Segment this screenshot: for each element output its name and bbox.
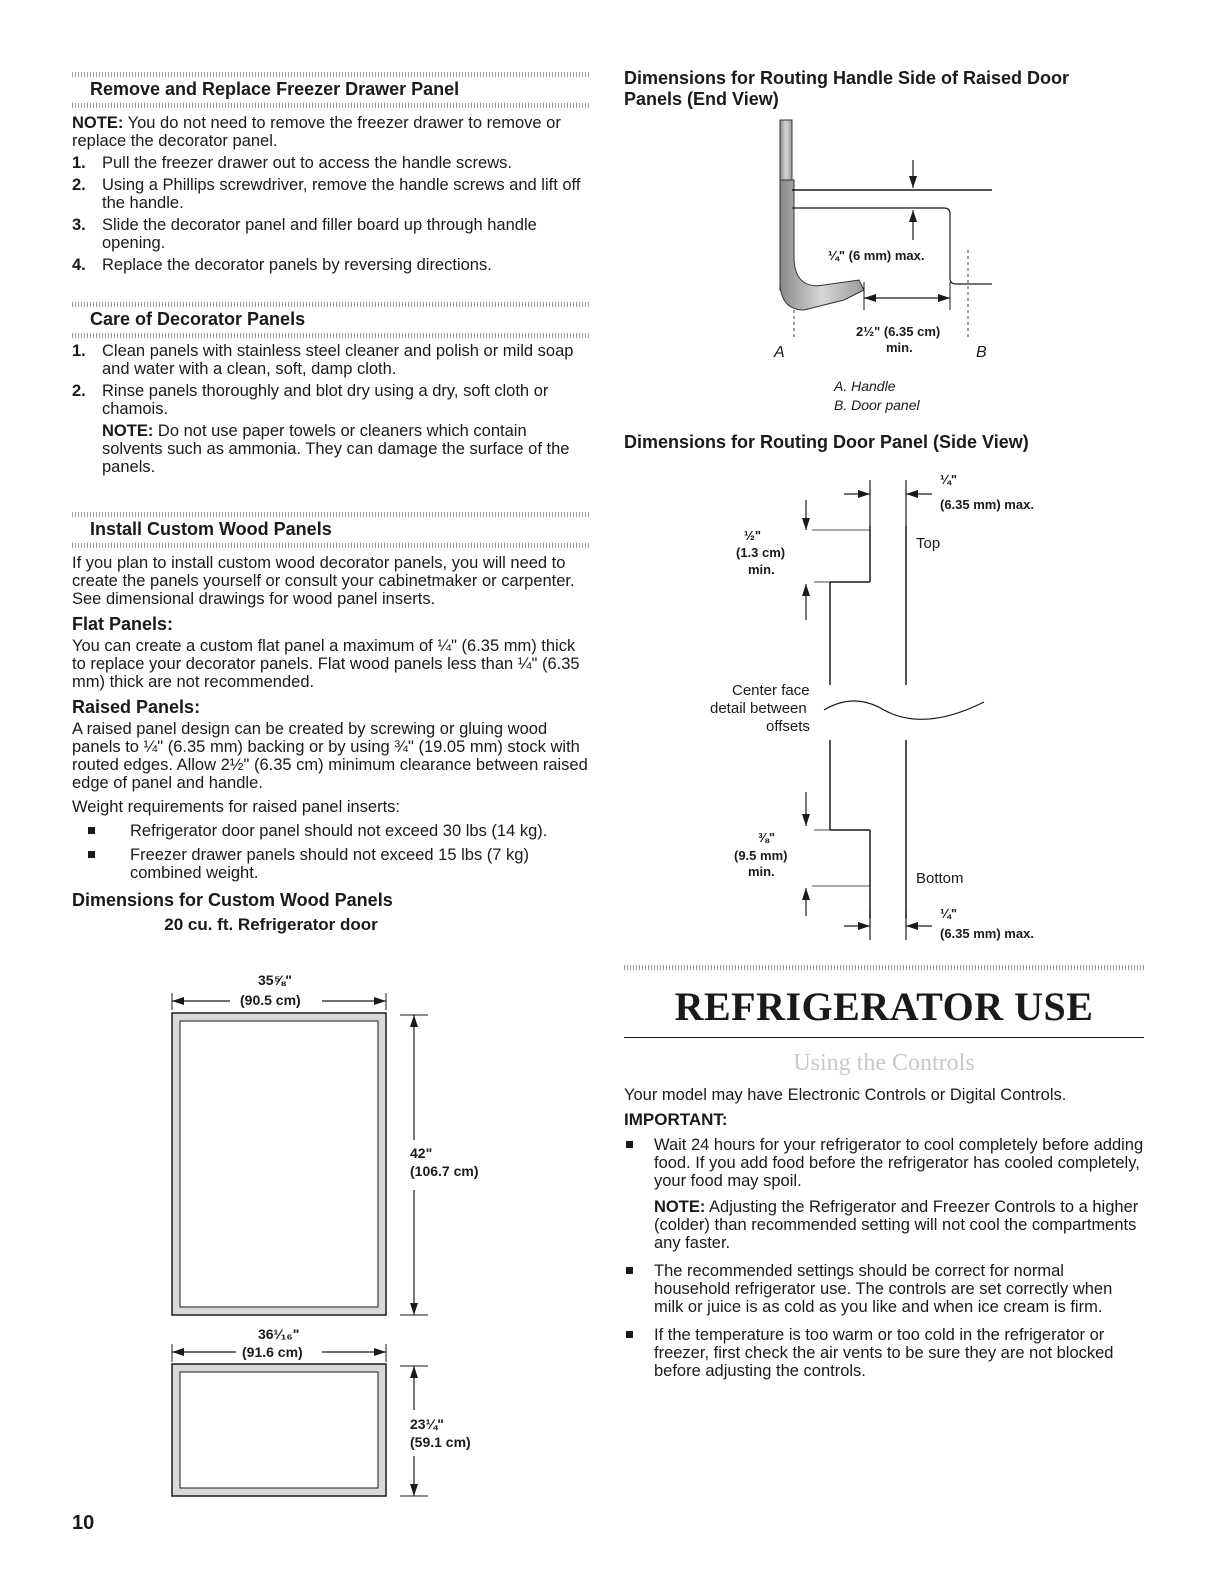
step-text: Using a Phillips screwdriver, remove the handle screws and lift off the handle. — [102, 176, 581, 212]
figure-title: Dimensions for Routing Door Panel (Side View) — [624, 432, 1029, 452]
half-min-label: min. — [748, 562, 775, 577]
step-number: 4. — [72, 256, 86, 274]
section-subtitle: Using the Controls — [793, 1050, 975, 1076]
top-dim-mm-label: (6.35 mm) max. — [940, 497, 1034, 512]
width-label: 36¹⁄₁₆" — [258, 1326, 300, 1342]
note-paragraph — [654, 1198, 1144, 1252]
title-rule — [624, 1037, 1144, 1038]
bottom-dim-label: ¼" — [940, 906, 958, 921]
step-number: 3. — [72, 216, 86, 234]
step-text: Pull the freezer drawer out to access the handle screws. — [102, 154, 512, 172]
top-label: Top — [916, 535, 941, 552]
divider — [624, 965, 1144, 970]
raised-panels-text: A raised panel design can be created by screwing or gluing wood panels to ¼" (6.35 mm) backing or by using ¾" (19.05 mm) stock with routed edges. Allow 2½" (6.35 cm) minimum clearance between raised edge of panel and handle. — [72, 720, 588, 792]
width-cm-label: (90.5 cm) — [240, 992, 301, 1008]
step-text: Rinse panels thoroughly and blot dry using a dry, soft cloth or chamois. — [102, 382, 549, 418]
width-label: 35⅝" — [258, 972, 292, 988]
important-heading: IMPORTANT: — [624, 1110, 728, 1129]
height-cm-label: (106.7 cm) — [410, 1163, 479, 1179]
step-text: Clean panels with stainless steel cleaner and polish or mild soap and water with a clean, soft, damp cloth. — [102, 342, 574, 378]
top-dim-label: ¼" — [940, 472, 958, 487]
three-eighths-mm-label: (9.5 mm) — [734, 848, 788, 863]
two-half-label: 2½" (6.35 cm) — [856, 324, 941, 339]
section-title: Care of Decorator Panels — [90, 309, 306, 329]
half-cm-label: (1.3 cm) — [736, 545, 786, 560]
width-cm-label: (91.6 cm) — [242, 1344, 303, 1360]
label-a: A — [774, 344, 785, 361]
step-number: 2. — [72, 382, 86, 400]
dims-heading: Dimensions for Custom Wood Panels — [72, 890, 393, 910]
figure-subtitle: 20 cu. ft. Refrigerator door — [164, 915, 378, 934]
list-item-text: Wait 24 hours for your refrigerator to cool completely before adding food. If you add food before the refrigerator has cooled completely, your food may spoil. — [654, 1136, 1144, 1190]
wood-panel-figure — [0, 0, 600, 1585]
label-b: B — [976, 344, 987, 361]
three-eighths-min-label: min. — [748, 864, 775, 879]
flat-panels-heading: Flat Panels: — [72, 614, 174, 634]
note-text: Do not use paper towels or cleaners which contain solvents such as ammonia. They can damage the surface of the panels. — [102, 422, 570, 476]
height-cm-label: (59.1 cm) — [410, 1434, 471, 1450]
step-number: 1. — [72, 154, 86, 172]
min-label: min. — [886, 340, 913, 355]
controls-section — [624, 1086, 1144, 1380]
note-label: NOTE: — [102, 422, 154, 440]
height-label: 23¼" — [410, 1416, 444, 1432]
list-item: The recommended settings should be correct for normal household refrigerator use. The controls are set correctly when milk or juice is as cold as you like and when ice cream is firm. — [624, 1262, 1144, 1316]
note-label: NOTE: — [72, 114, 124, 132]
intro-paragraph: If you plan to install custom wood decorator panels, you will need to create the panels yourself or consult your cabinetmaker or carpenter. See dimensional drawings for wood panel inserts. — [72, 554, 575, 608]
center-label-3: offsets — [766, 718, 810, 735]
quarter-inch-label: ¼" (6 mm) max. — [828, 248, 925, 263]
caption-b: B. Door panel — [834, 397, 920, 413]
page-number: 10 — [72, 1512, 95, 1534]
chapter-title: REFRIGERATOR USE — [674, 984, 1094, 1029]
note-text: Adjusting the Refrigerator and Freezer Controls to a higher (colder) than recommended setting will not cool the compartments any faster. — [654, 1198, 1139, 1252]
half-label: ½" — [744, 528, 762, 543]
center-label-1: Center face — [732, 682, 810, 699]
bottom-dim-mm-label: (6.35 mm) max. — [940, 926, 1034, 941]
note-text: You do not need to remove the freezer drawer to remove or replace the decorator panel. — [72, 114, 561, 150]
list-item: Freezer drawer panels should not exceed 15 lbs (7 kg) combined weight. — [72, 846, 590, 882]
section-title: Remove and Replace Freezer Drawer Panel — [90, 79, 460, 99]
list-item: Refrigerator door panel should not exceed 30 lbs (14 kg). — [72, 822, 590, 840]
intro-paragraph: Your model may have Electronic Controls or Digital Controls. — [624, 1086, 1067, 1104]
figure-title: Dimensions for Routing Handle Side of Raised Door Panels (End View) — [624, 68, 1070, 109]
step-number: 2. — [72, 176, 86, 194]
three-eighths-label: ⅜" — [758, 830, 776, 845]
caption-a: A. Handle — [834, 378, 896, 394]
step-text: Replace the decorator panels by reversing directions. — [102, 256, 492, 274]
controls-list — [624, 1136, 1144, 1380]
flat-panels-text: You can create a custom flat panel a maximum of ¼" (6.35 mm) thick to replace your decorator panels. Flat wood panels less than ¼" (6.35 mm) thick are not recommended. — [72, 637, 580, 691]
note-label: NOTE: — [654, 1198, 706, 1216]
height-label: 42" — [410, 1145, 433, 1161]
step-number: 1. — [72, 342, 86, 360]
side-view-diagram — [624, 470, 1144, 950]
list-item — [624, 1136, 1144, 1252]
center-label-2: detail between — [710, 700, 807, 717]
step-text: Slide the decorator panel and filler board up through handle opening. — [102, 216, 537, 252]
bottom-label: Bottom — [916, 870, 964, 887]
weight-text: Weight requirements for raised panel inserts: — [72, 798, 401, 816]
raised-panels-heading: Raised Panels: — [72, 697, 201, 717]
section-title: Install Custom Wood Panels — [90, 519, 332, 539]
list-item: If the temperature is too warm or too cold in the refrigerator or freezer, first check the air vents to be sure they are not blocked before adjusting the controls. — [624, 1326, 1144, 1380]
